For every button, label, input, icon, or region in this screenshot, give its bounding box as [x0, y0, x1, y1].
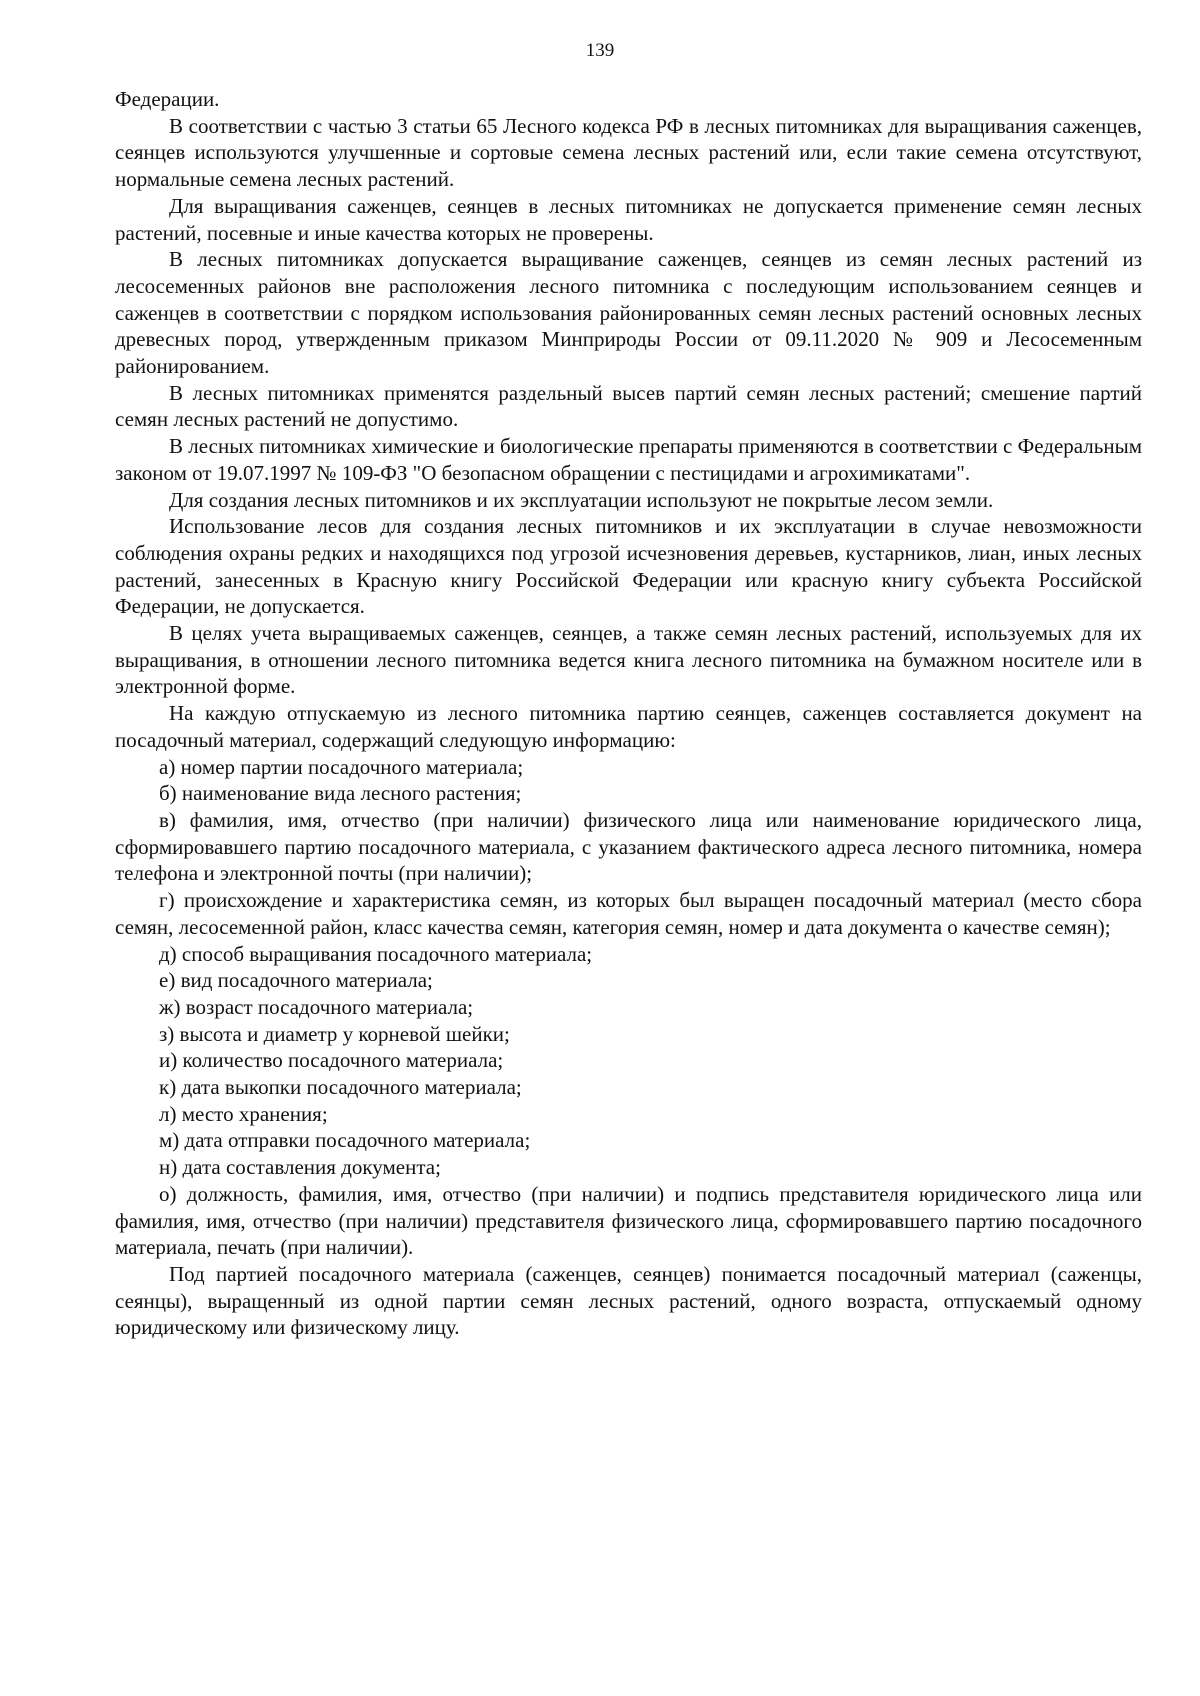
- paragraph: В соответствии с частью 3 статьи 65 Лесного кодекса РФ в лесных питомниках для выращивания саженцев, сеянцев используются улучшенные и сортовые семена лесных растений или, если такие семена отсутствуют, нормальные семена лесных растений.: [115, 113, 1142, 192]
- paragraph: В целях учета выращиваемых саженцев, сеянцев, а также семян лесных растений, используемых для их выращивания, в отношении лесного питомника ведется книга лесного питомника на бумажном носителе или в электронной форме.: [115, 621, 1142, 699]
- paragraph: В лесных питомниках химические и биологические препараты применяются в соответствии с Федеральным законом от 19.07.1997 № 109-ФЗ "О безопасном обращении с пестицидами и агрохимикатами".: [115, 434, 1142, 485]
- paragraph: Под партией посадочного материала (саженцев, сеянцев) понимается посадочный материал (саженцы, сеянцы), выращенный из одной партии семян лесных растений, одного возраста, отпускаемый одному юридическому или физическому лицу.: [115, 1261, 1142, 1340]
- paragraph: Использование лесов для создания лесных питомников и их эксплуатации в случае невозможности соблюдения охраны редких и находящихся под угрозой исчезновения деревьев, кустарников, лиан, иных лесных растений, занесенных в Красную книгу Российской Федерации или красную книгу субъекта Российской Федерации, не допускается.: [115, 514, 1142, 619]
- list-item: м) дата отправки посадочного материала;: [159, 1128, 531, 1153]
- paragraph: Для выращивания саженцев, сеянцев в лесных питомниках не допускается применение семян лесных растений, посевные и иные качества которых не проверены.: [115, 193, 1142, 245]
- list-item: л) место хранения;: [159, 1101, 328, 1126]
- paragraph: Для создания лесных питомников и их эксплуатации используют не покрытые лесом земли.: [169, 487, 994, 512]
- list-item: о) должность, фамилия, имя, отчество (при наличии) и подпись представителя юридического лица или фамилия, имя, отчество (при наличии) представителя физического лица, сформировавшего партию посадочного материала, печать (при наличии).: [115, 1181, 1142, 1260]
- list-item: и) количество посадочного материала;: [159, 1048, 504, 1073]
- list-item: д) способ выращивания посадочного материала;: [159, 941, 593, 966]
- page-number: 139: [585, 40, 615, 61]
- list-item: в) фамилия, имя, отчество (при наличии) физического лица или наименование юридического лица, сформировавшего партию посадочного материала, с указанием фактического адреса лесного питомника, номера телефона и электронной почты (при наличии);: [115, 807, 1142, 886]
- document-body: [115, 86, 1142, 1341]
- paragraph-continuation: Федерации.: [115, 87, 220, 111]
- paragraph: В лесных питомниках допускается выращивание саженцев, сеянцев из семян лесных растений из лесосеменных районов вне расположения лесного питомника с последующим использованием сеянцев и саженцев в соответствии с порядком использования районированных семян лесных растений основных лесных древесных пород, утвержденным приказом Минприроды России от 09.11.2020 № 909 и Лесосеменным районированием.: [115, 247, 1142, 379]
- list-item: ж) возраст посадочного материала;: [159, 994, 474, 1019]
- list-item: а) номер партии посадочного материала;: [159, 754, 524, 779]
- list-item: к) дата выкопки посадочного материала;: [159, 1075, 522, 1100]
- list-item: г) происхождение и характеристика семян, из которых был выращен посадочный материал (место сбора семян, лесосеменной район, класс качества семян, категория семян, номер и дата документа о качестве семян);: [115, 888, 1142, 939]
- list-item: н) дата составления документа;: [159, 1155, 441, 1180]
- list-item: е) вид посадочного материала;: [159, 968, 433, 993]
- list-item: з) высота и диаметр у корневой шейки;: [159, 1021, 510, 1046]
- paragraph: В лесных питомниках применятся раздельный высев партий семян лесных растений; смешение партий семян лесных растений не допустимо.: [115, 380, 1142, 432]
- paragraph: На каждую отпускаемую из лесного питомника партию сеянцев, саженцев составляется документ на посадочный материал, содержащий следующую информацию:: [115, 701, 1142, 752]
- list-item: б) наименование вида лесного растения;: [159, 781, 522, 806]
